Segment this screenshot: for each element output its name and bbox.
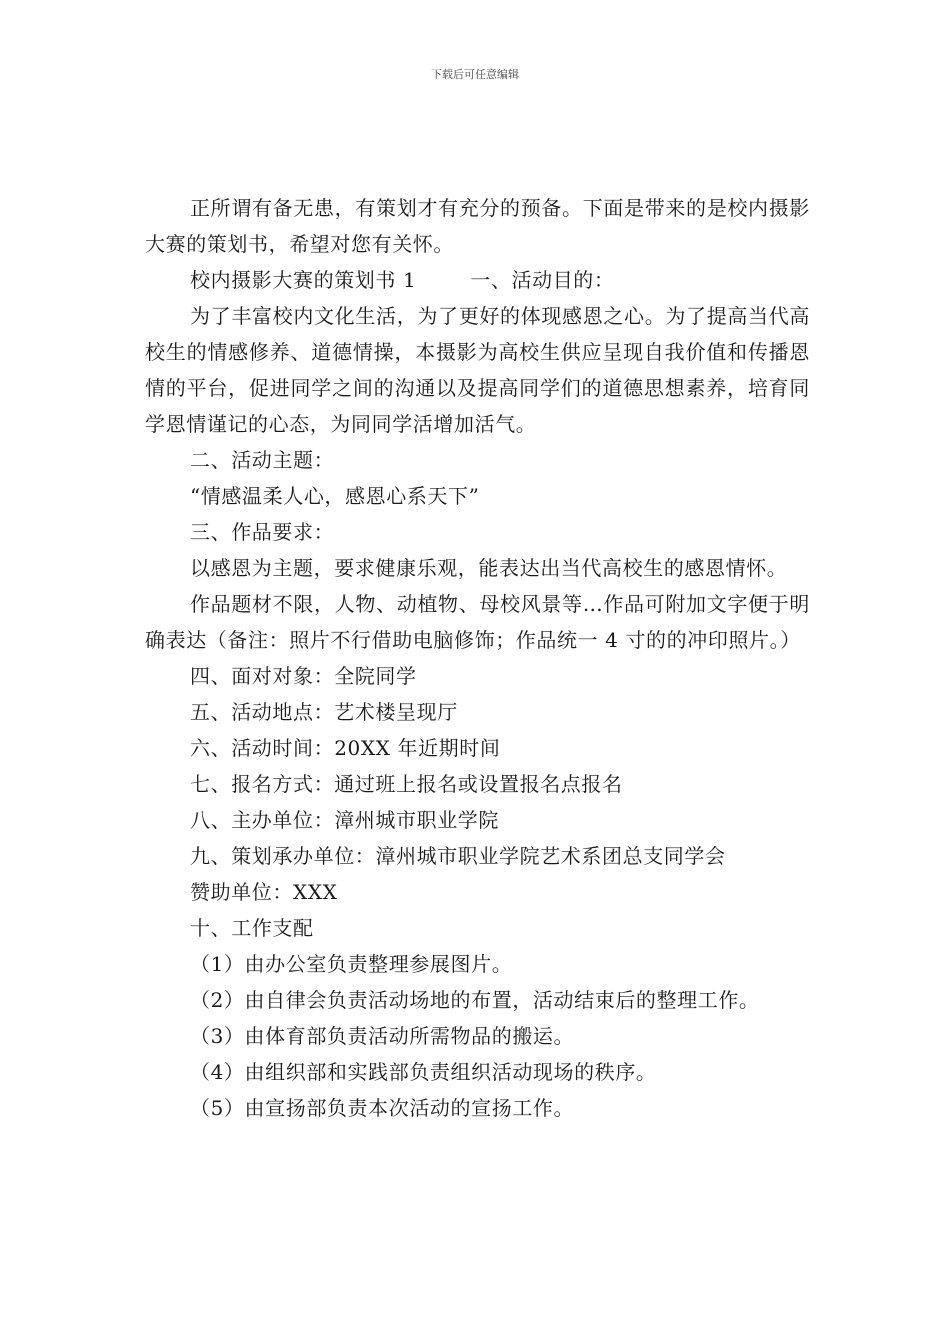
plan-title: 校内摄影大赛的策划书 1 [190, 268, 417, 292]
task-item: （4）由组织部和实践部负责组织活动现场的秩序。 [190, 1060, 657, 1084]
theme-text: “情感温柔人心，感恩心系天下” [190, 484, 480, 508]
section-theme-heading: 二、活动主题： [190, 448, 335, 472]
page-header-watermark: 下载后可任意编辑 [431, 68, 519, 81]
task-item: （1）由办公室负责整理参展图片。 [190, 952, 513, 976]
requirements-paragraph-2: 作品题材不限，人物、动植物、母校风景等…作品可附加文字便于明确表达（备注：照片不行借助电脑修饰；作品统一 4 寸的的冲印照片。） [145, 592, 810, 652]
section-requirements-heading: 三、作品要求： [190, 520, 335, 544]
signup-line: 七、报名方式：通过班上报名或设置报名点报名 [190, 772, 623, 796]
host-line: 八、主办单位：漳州城市职业学院 [190, 808, 499, 832]
location-line: 五、活动地点：艺术楼呈现厅 [190, 700, 458, 724]
intro-paragraph: 正所谓有备无患，有策划才有充分的预备。下面是带来的是校内摄影大赛的策划书，希望对您有关怀。 [145, 196, 810, 256]
organizer-line: 九、策划承办单位：漳州城市职业学院艺术系团总支同学会 [190, 844, 726, 868]
section-work-heading: 十、工作支配 [190, 916, 314, 940]
task-item: （5）由宣扬部负责本次活动的宣扬工作。 [190, 1096, 575, 1120]
sponsor-line: 赞助单位：XXX [190, 880, 338, 904]
purpose-paragraph: 为了丰富校内文化生活，为了更好的体现感恩之心。为了提高当代高校生的情感修养、道德情操，本摄影为高校生供应呈现自我价值和传播恩情的平台，促进同学之间的沟通以及提高同学们的道德思想素养，培育同学恩情谨记的心态，为同同学活增加活气。 [145, 304, 810, 436]
section-purpose-heading: 一、活动目的： [470, 268, 615, 292]
plan-heading-line [145, 262, 810, 298]
task-item: （2）由自律会负责活动场地的布置，活动结束后的整理工作。 [190, 988, 760, 1012]
requirements-paragraph-1: 以感恩为主题，要求健康乐观，能表达出当代高校生的感恩情怀。 [190, 556, 788, 580]
audience-line: 四、面对对象：全院同学 [190, 664, 417, 688]
document-body [145, 190, 810, 1126]
task-item: （3）由体育部负责活动所需物品的搬运。 [190, 1024, 575, 1048]
time-line: 六、活动时间：20XX 年近期时间 [190, 736, 501, 760]
